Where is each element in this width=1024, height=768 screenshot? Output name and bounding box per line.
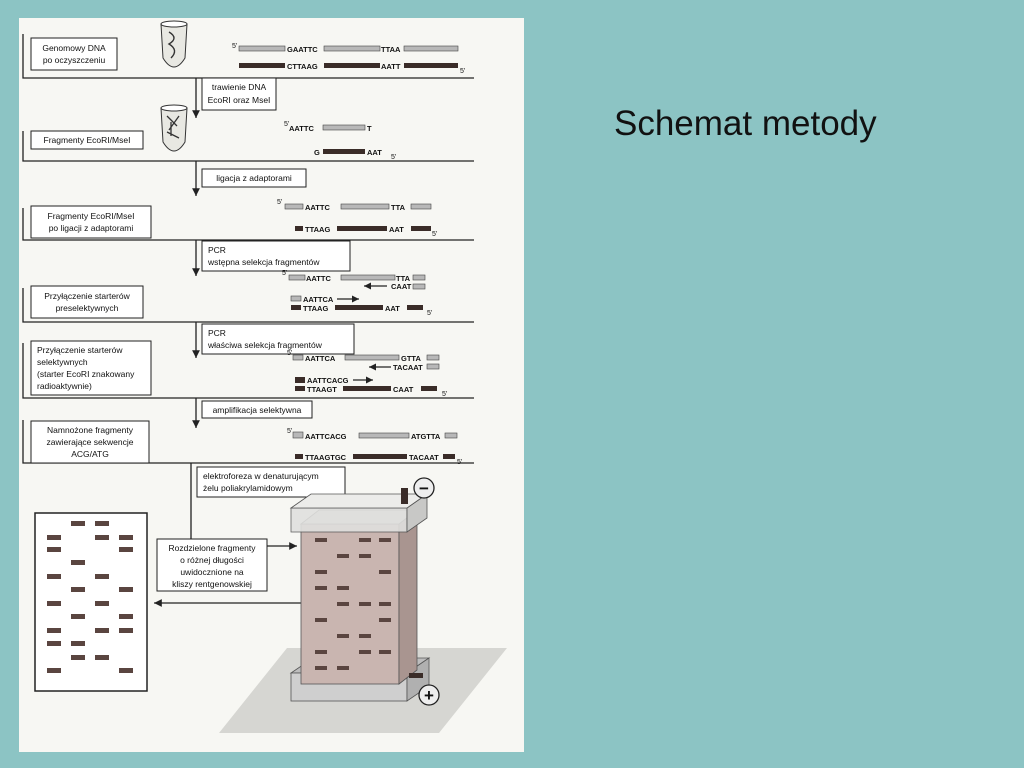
svg-text:Fragmenty EcoRI/MseI: Fragmenty EcoRI/MseI [47,211,135,221]
svg-text:5': 5' [277,199,283,206]
step-preselective-primers [31,286,143,318]
aflp-diagram [19,18,524,752]
band [379,538,391,542]
action-amplification [202,401,312,418]
svg-text:uwidocznione na: uwidocznione na [180,567,244,577]
band [71,614,85,619]
band [337,602,349,606]
diagram-canvas [19,18,524,752]
svg-text:kliszy rentgenowskiej: kliszy rentgenowskiej [172,579,252,589]
band [359,538,371,542]
band [95,521,109,526]
band [359,602,371,606]
svg-text:TACAAT: TACAAT [393,363,423,372]
band [47,628,61,633]
svg-text:5': 5' [284,121,290,128]
svg-text:Fragmenty EcoRI/MseI: Fragmenty EcoRI/MseI [43,135,131,145]
svg-text:AATTCACG: AATTCACG [307,376,349,385]
step-ecori-msei [31,131,143,149]
svg-text:o różnej długości: o różnej długości [180,555,244,565]
svg-text:(starter EcoRI znakowany: (starter EcoRI znakowany [37,369,135,379]
svg-text:PCR: PCR [208,328,226,338]
band [71,560,85,565]
preselective-strands [282,270,432,317]
band [315,650,327,654]
svg-text:5': 5' [287,428,293,435]
svg-text:CTTAAG: CTTAAG [287,62,318,71]
band [119,614,133,619]
svg-text:EcoRI oraz MseI: EcoRI oraz MseI [207,95,271,105]
svg-text:TACAAT: TACAAT [409,453,439,462]
band [119,547,133,552]
band [379,618,391,622]
svg-text:elektroforeza w denaturującym: elektroforeza w denaturującym [203,471,319,481]
xray-film [35,513,147,691]
band [337,634,349,638]
action-pcr-preselective [202,241,350,271]
band [71,641,85,646]
fragment-strands [284,121,396,161]
ligated-strands [277,199,437,238]
band [379,570,391,574]
svg-text:preselektywnych: preselektywnych [55,303,119,313]
step-ligated [31,206,151,238]
band [119,535,133,540]
svg-text:5': 5' [442,391,448,398]
tube-icon [161,21,187,67]
action-electrophoresis [197,467,345,497]
svg-text:5': 5' [232,43,238,50]
svg-text:AATT: AATT [381,62,401,71]
selective-strands [287,350,447,398]
svg-text:ATGTTA: ATGTTA [411,432,441,441]
band [315,538,327,542]
svg-text:CAAT: CAAT [393,385,414,394]
svg-text:AATTC: AATTC [305,203,330,212]
band [337,586,349,590]
svg-text:Namnożone fragmenty: Namnożone fragmenty [47,425,133,435]
band [315,618,327,622]
svg-text:AATTCA: AATTCA [305,354,336,363]
band [95,574,109,579]
action-pcr-selective [202,324,354,354]
band [95,655,109,660]
svg-text:CAAT: CAAT [391,282,412,291]
svg-text:TTA: TTA [396,274,411,283]
svg-text:zawierające sekwencje: zawierające sekwencje [46,437,134,447]
band [47,601,61,606]
svg-text:AAT: AAT [389,225,404,234]
band [95,601,109,606]
band [359,650,371,654]
svg-text:T: T [367,124,372,133]
svg-text:5': 5' [287,350,293,357]
svg-text:wstępna selekcja fragmentów: wstępna selekcja fragmentów [208,257,320,267]
band [71,521,85,526]
svg-text:Przyłączenie starterów: Przyłączenie starterów [44,291,130,301]
svg-text:AATTC: AATTC [289,124,314,133]
genomic-dna-strands [232,43,465,75]
svg-text:ligacja z adaptorami: ligacja z adaptorami [216,173,292,183]
band [47,535,61,540]
svg-text:Genomowy DNA: Genomowy DNA [42,43,106,53]
action-ligation [202,169,306,187]
result-label [157,539,267,591]
negative-electrode-icon [414,478,434,498]
svg-text:radioaktywnie): radioaktywnie) [37,381,92,391]
band [119,587,133,592]
band [47,668,61,673]
svg-text:AATTCACG: AATTCACG [305,432,347,441]
svg-text:−: − [419,479,429,498]
tube-icon [161,105,187,151]
slide-title: Schemat metody [614,104,877,143]
band [71,655,85,660]
svg-text:5': 5' [391,154,397,161]
band [379,602,391,606]
band [47,547,61,552]
svg-text:amplifikacja selektywna: amplifikacja selektywna [212,405,302,415]
band [359,554,371,558]
svg-text:TTAA: TTAA [381,45,401,54]
band [95,628,109,633]
svg-text:5': 5' [282,270,288,277]
band [359,634,371,638]
positive-electrode-icon [419,685,439,705]
svg-text:TTAAGT: TTAAGT [307,385,337,394]
svg-text:Rozdzielone fragmenty: Rozdzielone fragmenty [168,543,256,553]
svg-text:AAT: AAT [367,148,382,157]
svg-text:właściwa selekcja fragmentów: właściwa selekcja fragmentów [208,340,322,350]
svg-text:G: G [314,148,320,157]
band [379,650,391,654]
band [47,641,61,646]
svg-text:AATTC: AATTC [306,274,331,283]
svg-text:żelu poliakrylamidowym: żelu poliakrylamidowym [203,483,293,493]
svg-text:GTTA: GTTA [401,354,421,363]
svg-text:5': 5' [427,310,433,317]
svg-text:ACG/ATG: ACG/ATG [71,449,109,459]
svg-text:Przyłączenie starterów: Przyłączenie starterów [37,345,123,355]
action-digestion [202,78,276,110]
svg-text:TTAAG: TTAAG [303,304,329,313]
svg-text:trawienie DNA: trawienie DNA [211,82,267,92]
band [315,666,327,670]
gel-apparatus [219,488,507,733]
band [95,535,109,540]
svg-text:5': 5' [432,231,438,238]
svg-text:po oczyszczeniu: po oczyszczeniu [42,55,106,65]
svg-text:selektywnych: selektywnych [37,357,88,367]
band [47,574,61,579]
step-selective-primers [31,341,151,395]
svg-text:TTAAGTGC: TTAAGTGC [305,453,347,462]
svg-text:TTA: TTA [391,203,406,212]
svg-text:+: + [424,686,434,705]
band [337,666,349,670]
svg-text:5': 5' [460,68,466,75]
band [71,587,85,592]
band [315,586,327,590]
svg-text:AATTCA: AATTCA [303,295,334,304]
svg-text:GAATTC: GAATTC [287,45,318,54]
band [315,570,327,574]
svg-text:AAT: AAT [385,304,400,313]
step-genomic [31,38,117,70]
amplified-strands [287,428,462,466]
svg-text:po ligacji z adaptorami: po ligacji z adaptorami [48,223,134,233]
band [119,628,133,633]
band [119,668,133,673]
svg-text:TTAAG: TTAAG [305,225,331,234]
svg-text:PCR: PCR [208,245,226,255]
band [337,554,349,558]
step-amplified [31,421,149,463]
svg-text:5': 5' [457,459,463,466]
